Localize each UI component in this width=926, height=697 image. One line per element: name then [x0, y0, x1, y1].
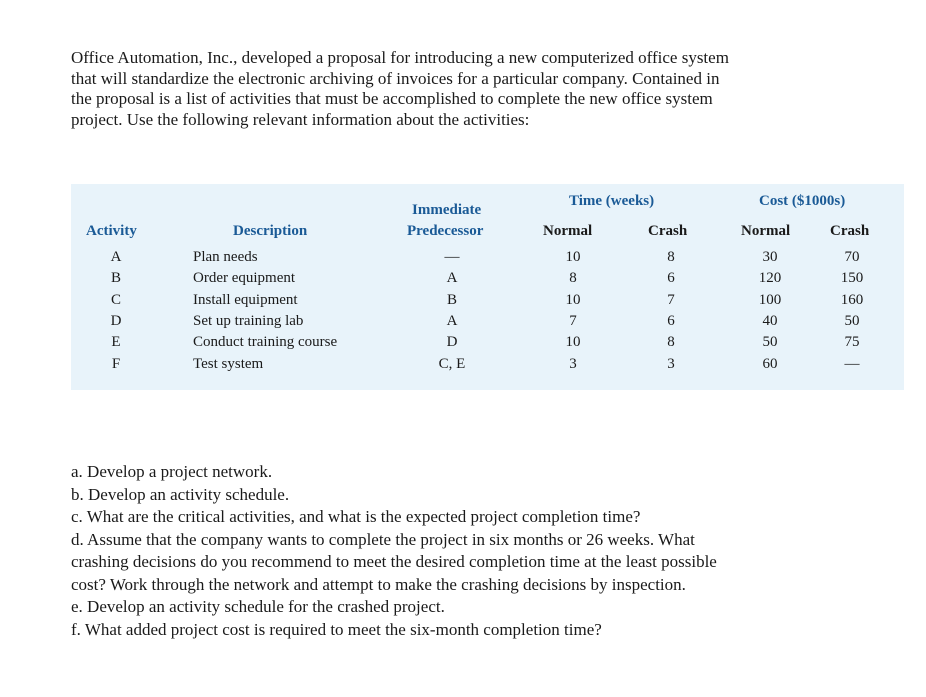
cell-time-crash: 8 — [667, 334, 675, 351]
cell-cost-crash: 160 — [840, 291, 864, 308]
cell-description: Install equipment — [193, 291, 298, 308]
predecessor-header: Predecessor — [407, 223, 484, 239]
question-e: e. Develop an activity schedule for the crashed project. — [71, 597, 445, 616]
cell-cost-normal: 50 — [762, 334, 778, 351]
intro-line: that will standardize the electronic archiving of invoices for a particular company. Contained in — [71, 68, 720, 88]
cell-predecessor: B — [446, 291, 457, 308]
cell-cost-crash: 50 — [844, 312, 860, 329]
cell-time-normal: 10 — [565, 291, 581, 308]
cell-time-crash: 3 — [667, 355, 675, 372]
cell-predecessor: — — [444, 249, 460, 265]
cell-cost-normal: 100 — [758, 291, 782, 308]
cell-predecessor: A — [446, 312, 458, 329]
description-header: Description — [233, 223, 308, 239]
cell-cost-normal: 30 — [762, 249, 778, 265]
cell-cost-normal: 40 — [762, 312, 778, 329]
cell-predecessor: D — [446, 334, 458, 351]
question-f: f. What added project cost is required to meet the six-month completion time? — [71, 619, 602, 639]
cell-cost-crash: — — [844, 355, 860, 372]
intro-line: the proposal is a list of activities that must be accomplished to complete the new office system — [71, 89, 713, 108]
cell-activity: C — [110, 291, 121, 308]
question-d-line2: crashing decisions do you recommend to meet the desired completion time at the least possible — [71, 552, 717, 571]
cell-time-normal: 10 — [565, 334, 581, 351]
cost-group-header: Cost ($1000s) — [759, 193, 846, 209]
cell-time-normal: 7 — [569, 312, 577, 329]
cell-cost-crash: 75 — [844, 334, 860, 351]
cell-time-normal: 10 — [565, 249, 581, 265]
question-a: a. Develop a project network. — [71, 462, 273, 481]
cell-cost-normal: 120 — [758, 270, 782, 287]
cell-cost-crash: 70 — [844, 249, 860, 265]
time-normal-header: Normal — [543, 223, 593, 239]
cell-cost-normal: 60 — [762, 355, 778, 372]
cell-activity: E — [111, 334, 121, 351]
cell-activity: D — [110, 312, 122, 329]
question-b: b. Develop an activity schedule. — [71, 484, 290, 504]
question-d-line1: d. Assume that the company wants to complete the project in six months or 26 weeks. What — [71, 529, 695, 549]
cell-time-crash: 8 — [667, 249, 675, 265]
intro-paragraph — [71, 48, 871, 130]
intro-line: project. Use the following relevant information about the activities: — [71, 109, 530, 129]
immediate-header: Immediate — [412, 202, 482, 218]
question-d-line3: cost? Work through the network and attempt to make the crashing decisions by inspection. — [71, 574, 686, 594]
cell-description: Order equipment — [193, 270, 296, 287]
cost-crash-header: Crash — [830, 223, 870, 239]
cell-activity: F — [111, 355, 121, 372]
cell-activity: B — [110, 270, 121, 287]
cell-description: Test system — [193, 355, 264, 372]
activity-table — [71, 184, 904, 390]
cell-time-crash: 6 — [667, 312, 675, 329]
cell-description: Conduct training course — [193, 334, 338, 351]
cell-time-normal: 8 — [569, 270, 577, 287]
cell-description: Plan needs — [193, 249, 258, 265]
cell-description: Set up training lab — [193, 312, 304, 329]
cell-predecessor: A — [446, 270, 458, 287]
cell-time-crash: 6 — [667, 270, 675, 287]
cell-time-normal: 3 — [569, 355, 577, 372]
activity-header: Activity — [86, 223, 137, 239]
cell-activity: A — [110, 249, 122, 265]
cell-predecessor: C, E — [438, 355, 466, 372]
intro-line: Office Automation, Inc., developed a proposal for introducing a new computerized office system — [71, 48, 729, 67]
cell-cost-crash: 150 — [840, 270, 864, 287]
questions-list — [71, 461, 871, 641]
cell-time-crash: 7 — [667, 291, 675, 308]
cost-normal-header: Normal — [741, 223, 791, 239]
time-group-header: Time (weeks) — [569, 193, 655, 209]
question-c: c. What are the critical activities, and what is the expected project completion time? — [71, 507, 641, 526]
time-crash-header: Crash — [648, 223, 688, 239]
